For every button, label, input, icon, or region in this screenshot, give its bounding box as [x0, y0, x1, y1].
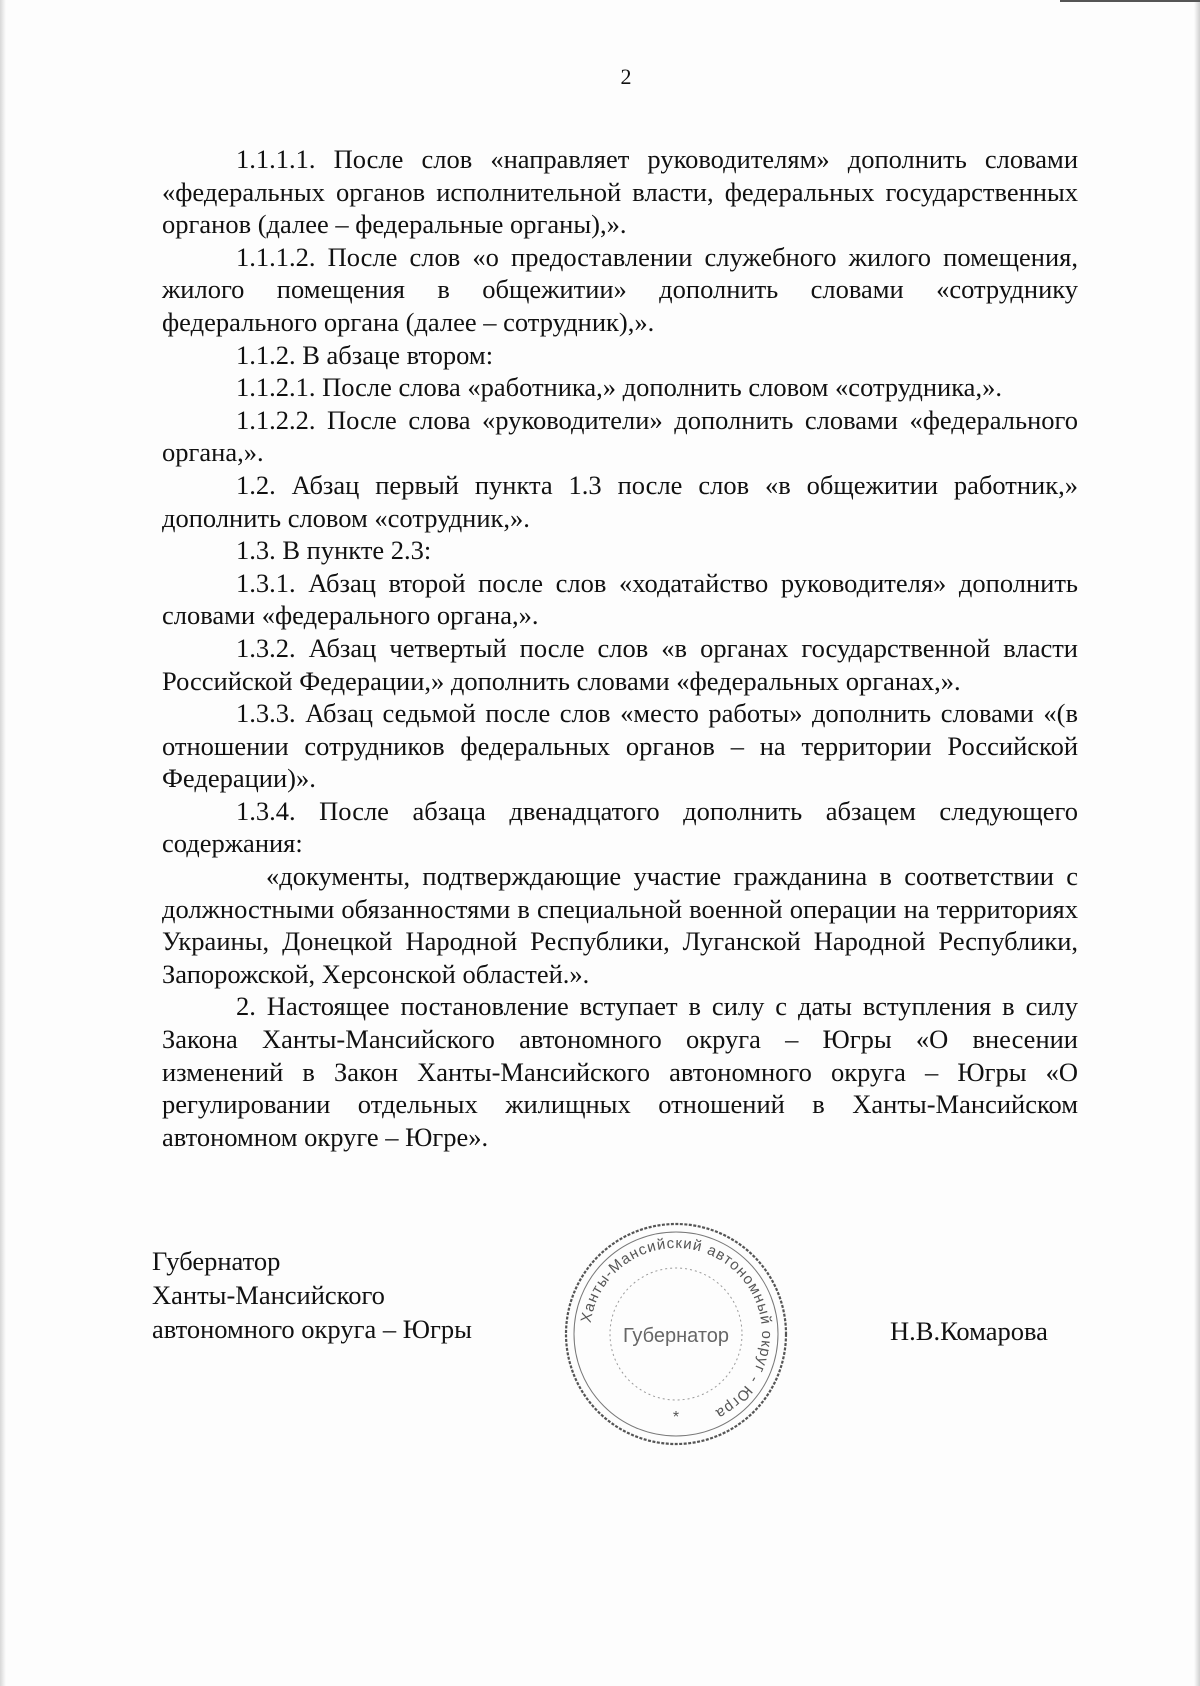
paragraph-1-1-2: 1.1.2. В абзаце втором: [236, 339, 494, 370]
paragraph-1-3-4: 1.3.4. После абзаца двенадцатого дополнить абзацем следующего содержания: [162, 795, 1078, 859]
paragraph-1-1-1-1: 1.1.1.1. После слов «направляет руководителям» дополнить словами «федеральных органов исполнительной власти, федеральных государственных органов (далее – федеральные органы),». [162, 144, 1078, 240]
paragraph-1-3-2: 1.3.2. Абзац четвертый после слов «в органах государственной власти Российской Федерации,» дополнить словами «федеральных органах,». [162, 632, 1078, 696]
paragraph-1-1-2-1: 1.1.2.1. После слова «работника,» дополнить словом «сотрудника,». [236, 372, 1002, 403]
scan-edge-left [0, 0, 6, 1686]
governor-seal [560, 1218, 792, 1450]
page-number: 2 [620, 64, 632, 89]
signature-block [152, 1244, 472, 1346]
signer-title-line-2: Ханты-Мансийского [152, 1280, 385, 1310]
paragraph-1-3-1: 1.3.1. Абзац второй после слов «ходатайство руководителя» дополнить словами «федерального органа,». [162, 567, 1078, 631]
paragraph-1-3-3: 1.3.3. Абзац седьмой после слов «место работы» дополнить словами «(в отношении сотрудников федеральных органов – на территории Российской Федерации)». [162, 698, 1078, 794]
document-body [162, 143, 1078, 1153]
paragraph-1-2: 1.2. Абзац первый пункта 1.3 после слов «в общежитии работник,» дополнить словом «сотрудник,». [162, 469, 1078, 533]
seal-star: * [672, 1409, 680, 1426]
paragraph-1-3: 1.3. В пункте 2.3: [236, 535, 432, 566]
signer-title-line-1: Губернатор [152, 1246, 281, 1276]
seal-ring-text: Ханты-Мансийский автономный округ - Югра [577, 1234, 776, 1423]
paragraph-1-1-1-2: 1.1.1.2. После слов «о предоставлении служебного жилого помещения, жилого помещения в общежитии» дополнить словами «сотруднику федерального органа (далее – сотрудник),». [162, 241, 1078, 337]
paragraph-1-1-2-2: 1.1.2.2. После слова «руководители» дополнить словами «федерального органа,». [162, 404, 1078, 468]
scan-mark-top [1060, 0, 1200, 2]
seal-center-text: Губернатор [622, 1325, 730, 1347]
paragraph-2: 2. Настоящее постановление вступает в силу с даты вступления в силу Закона Ханты-Мансийского автономного округа – Югры «О внесении изменений в Закон Ханты-Мансийского автономного округа – Югры «О регулировании отдельных жилищных отношений в Ханты-Мансийском автономном округе – Югре». [162, 991, 1078, 1152]
signer-name: Н.В.Комарова [890, 1316, 1048, 1346]
scan-edge-right [1194, 0, 1200, 1686]
quoted-paragraph: «документы, подтверждающие участие гражданина в соответствии с должностными обязанностями в специальной военной операции на территориях Украины, Донецкой Народной Республики, Луганской Народной Республики, Запорожской, Херсонской областей.». [162, 861, 1078, 989]
signer-title-line-3: автономного округа – Югры [152, 1314, 472, 1344]
